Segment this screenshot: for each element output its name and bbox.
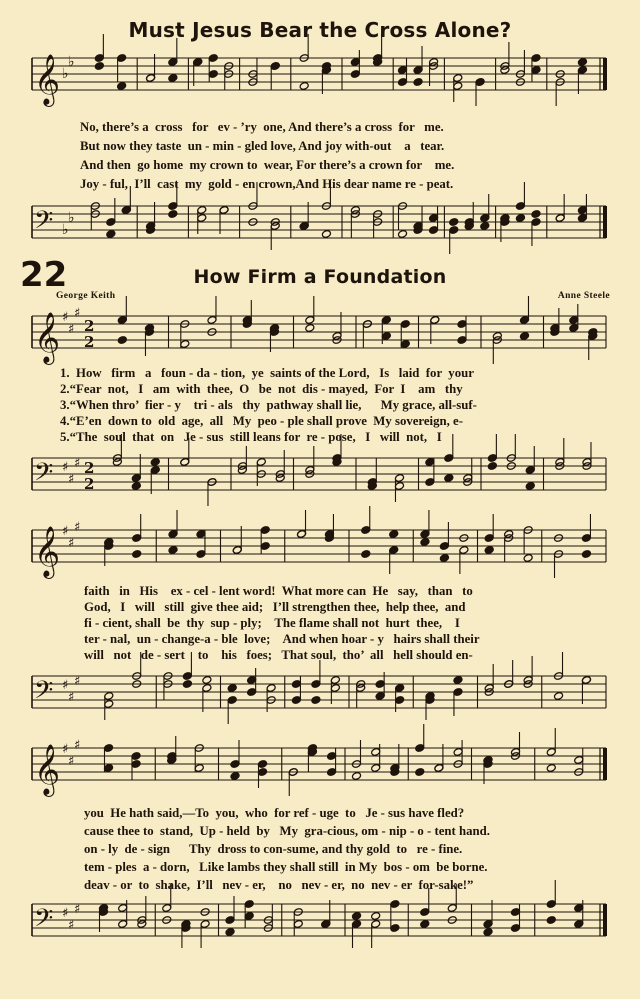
prev-lyric-line-2: But now they taste un - min - gled love, And joy with-out a tear. [80,139,445,153]
svg-text:♯: ♯ [74,738,81,753]
s3-lyric-verse-3: on - ly de - sign Thy dross to con-sume, and thy gold to re - fine. [84,842,463,856]
system-3-bass-staff [0,894,640,956]
svg-text:𝄢: 𝄢 [34,458,54,493]
hymn-title: How Firm a Foundation [193,266,447,288]
svg-text:♯: ♯ [68,536,75,551]
s2-lyric-verse-4: ter - nal, un - change-a - ble love; And when hoar - y hairs shall their [84,632,480,646]
svg-text:𝄞: 𝄞 [34,312,61,363]
svg-text:𝄞: 𝄞 [34,526,61,577]
svg-text:2: 2 [84,317,95,335]
svg-text:♯: ♯ [62,678,69,693]
system-1-bass-staff [0,448,640,508]
previous-hymn-title: Must Jesus Bear the Cross Alone? [128,18,512,42]
s1-lyric-verse-4: 4.“E’en down to old age, all My peo - ple shall prove My sovereign, e- [60,414,463,428]
s1-lyric-verse-1: 1. How firm a foun - da - tion, ye saints of the Lord, Is laid for your [60,366,474,380]
prev-lyric-line-1: No, there’s a cross for ev - ’ry one, And there’s a cross for me. [80,120,444,134]
svg-text:♯: ♯ [74,902,81,917]
svg-text:♭: ♭ [68,54,75,70]
svg-text:♭: ♭ [68,210,75,226]
svg-text:♯: ♯ [68,754,75,769]
system-2-treble-staff [0,520,640,582]
s3-lyric-verse-5: deav - or to shake, I’ll nev - er, no nev - er, no nev - er for-sake!” [84,878,474,892]
svg-text:♯: ♯ [62,310,69,325]
svg-text:2: 2 [84,475,95,493]
prev-treble-staff [0,48,640,110]
s3-lyric-verse-2: cause thee to stand, Up - held by My gra-cious, om - nip - o - tent hand. [84,824,490,838]
composer-credit: George Keith [56,291,116,301]
s1-lyric-verse-5: 5.“The soul that on Je - sus still leans for re - pose, I will not, I [60,430,442,444]
svg-text:𝄢: 𝄢 [34,676,54,711]
svg-text:♯: ♯ [74,306,81,321]
prev-lyric-line-4: Joy - ful, I’ll cast my gold - en crown,And His dear name re - peat. [80,177,454,191]
svg-text:♯: ♯ [62,524,69,539]
svg-text:♯: ♯ [68,472,75,487]
s2-lyric-verse-3: fi - cient, shall be thy sup - ply; The flame shall not hurt thee, I [84,616,460,630]
svg-text:♯: ♯ [62,742,69,757]
svg-text:𝄢: 𝄢 [34,206,54,241]
s3-lyric-verse-4: tem - ples a - dorn, Like lambs they shall still in My bos - om be borne. [84,860,488,874]
prev-lyric-line-3: And then go home my crown to wear, For there’s a crown for me. [80,158,455,172]
s2-lyric-verse-1: faith in His ex - cel - lent word! What more can He say, than to [84,584,473,598]
svg-text:♯: ♯ [62,906,69,921]
svg-text:𝄢: 𝄢 [34,904,54,939]
system-1-treble-staff [0,306,640,366]
system-3-treble-staff [0,738,640,800]
author-credit: Anne Steele [557,291,610,301]
svg-text:𝄞: 𝄞 [34,54,61,105]
s3-lyric-verse-1: you He hath said,—To you, who for ref - uge to Je - sus have fled? [84,806,465,820]
svg-text:♯: ♯ [62,460,69,475]
s2-lyric-verse-2: God, I will still give thee aid; I’ll strengthen thee, help thee, and [84,600,466,614]
svg-text:♯: ♯ [74,456,81,471]
prev-bass-staff [0,196,640,258]
system-2-bass-staff [0,666,640,728]
svg-text:𝄞: 𝄞 [34,744,61,795]
svg-text:♭: ♭ [62,66,69,82]
svg-text:♯: ♯ [74,674,81,689]
svg-text:♯: ♯ [68,690,75,705]
s1-lyric-verse-3: 3.“When thro’ fier - y tri - als thy pathway shall lie, My grace, all-suf- [60,398,477,412]
svg-text:♯: ♯ [68,322,75,337]
svg-text:♯: ♯ [68,918,75,933]
s1-lyric-verse-2: 2.“Fear not, I am with thee, O be not dis - mayed, For I am thy [60,382,463,396]
svg-text:2: 2 [84,459,95,477]
s2-lyric-verse-5: will not de - sert to his foes; That soul, tho’ all hell should en- [84,648,473,662]
svg-text:♭: ♭ [62,222,69,238]
hymn-number: 22 [20,255,68,295]
svg-text:2: 2 [84,333,95,351]
svg-text:♯: ♯ [74,520,81,535]
